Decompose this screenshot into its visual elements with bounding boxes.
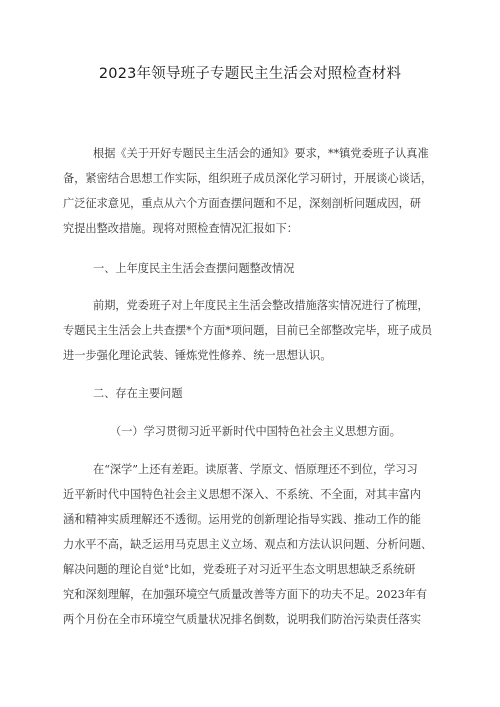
paragraph-line: 备，紧密结合思想工作实际，组织班子成员深化学习研讨，开展谈心谈话， (63, 172, 433, 185)
paragraph-line: 究和深刻理解，在加强环境空气质量改善等方面下的功夫不足。2023年有 (63, 588, 428, 601)
paragraph-line: 前期，党委班子对上年度民主生活会整改措施落实情况进行了梳理， (93, 299, 429, 312)
paragraph-line: 根据《关于开好专题民主生活会的通知》要求，**镇党委班子认真准 (93, 147, 429, 160)
paragraph-line: 力水平不高，缺乏运用马克思主义立场、观点和方法认识问题、分析问题、 (63, 538, 433, 551)
paragraph-line: 涵和精神实质理解还不透彻。运用党的创新理论指导实践、推动工作的能 (63, 513, 422, 526)
document-title: 2023年领导班子专题民主生活会对照检查材料 (98, 66, 402, 82)
paragraph-line: 进一步强化理论武装、锤炼党性修养、统一思想认识。 (63, 349, 332, 362)
paragraph-line: 在“深学”上还有差距。读原著、学原文、悟原理还不到位，学习习 (93, 463, 418, 476)
paragraph-line: 两个月份在全市环境空气质量状况排名倒数，说明我们防治污染责任落实 (63, 613, 422, 626)
paragraph-line: 广泛征求意见，重点从六个方面查摆问题和不足，深刻剖析问题成因，研 (63, 197, 422, 210)
paragraph-line: 解决问题的理论自觉°比如，党委班子对习近平生态文明思想缺乏系统研 (63, 563, 416, 576)
paragraph-line: 近平新时代中国特色社会主义思想不深入、不系统、不全面，对其丰富内 (63, 488, 422, 501)
paragraph-line: 专题民主生活会上共查摆*个方面*项问题，目前已全部整改完毕，班子成员 (63, 324, 433, 337)
paragraph-line: 究提出整改措施。现将对照检查情况汇报如下： (63, 222, 298, 235)
paragraph-line: 二、存在主要问题 (93, 387, 183, 400)
paragraph-line: （一）学习贯彻习近平新时代中国特色社会主义思想方面。 (110, 425, 401, 438)
paragraph-line: 一、上年度民主生活会查摆问题整改情况 (93, 262, 295, 275)
